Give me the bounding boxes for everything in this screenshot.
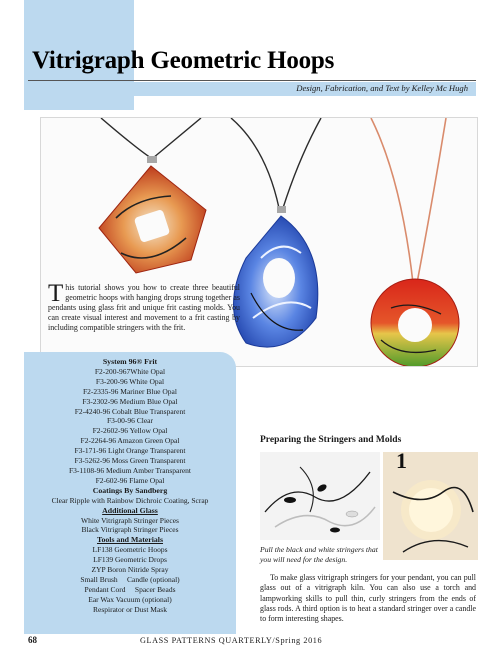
list-item: F2-2264-96 Amazon Green Opal (80, 436, 180, 446)
article-title: Vitrigraph Geometric Hoops (32, 47, 335, 74)
materials-list (24, 357, 236, 615)
byline-bar (28, 82, 476, 96)
title-rule (28, 80, 476, 81)
list-item: F2-2602-96 Yellow Opal (92, 426, 168, 436)
list-item: F3-1108-96 Medium Amber Transparent (68, 465, 191, 475)
frit-heading: System 96® Frit (102, 357, 158, 366)
list-item: Ear Wax Vacuum (optional) (88, 594, 172, 604)
list-item: F3-200-96 White Opal (95, 376, 165, 386)
intro-paragraph (48, 280, 240, 333)
list-item: LF138 Geometric Hoops (92, 545, 168, 555)
section-heading: Preparing the Stringers and Molds (260, 435, 402, 445)
list-item: White Vitrigraph Stringer Pieces (81, 515, 179, 525)
list-item: F2-4240-96 Cobalt Blue Transparent (74, 406, 186, 416)
list-item: LF139 Geometric Drops (93, 555, 167, 565)
byline: Design, Fabrication, and Text by Kelley Mc Hugh (296, 83, 468, 93)
stringers-photo-icon (260, 452, 380, 540)
coatings-heading: Coatings By Sandberg (92, 485, 168, 495)
list-item: Clear Ripple with Rainbow Dichroic Coating, Scrap (51, 495, 209, 505)
list-item: F2-200-967White Opal (94, 366, 166, 376)
list-item: F2-602-96 Flame Opal (95, 475, 165, 485)
list-item: Pendant Cord Spacer Beads (84, 584, 176, 594)
list-item: F3-00-96 Clear (106, 416, 154, 426)
publication-footer: GLASS PATTERNS QUARTERLY/Spring 2016 (140, 636, 323, 645)
page-number: 68 (28, 635, 37, 645)
stringers-photo (260, 452, 380, 540)
photo-caption: Pull the black and white stringers that you will need for the design. (260, 545, 378, 564)
list-item: Respirator or Dust Mask (93, 604, 167, 614)
additional-glass-heading: Additional Glass (102, 505, 158, 515)
step-number: 1 (396, 448, 407, 473)
list-item: F3-171-96 Light Orange Transparent (74, 446, 186, 456)
list-item: F2-2335-96 Mariner Blue Opal (83, 386, 177, 396)
list-item: Black Vitrigraph Stringer Pieces (81, 525, 179, 535)
list-item: Small Brush Candle (optional) (80, 574, 180, 584)
body-paragraph: To make glass vitrigraph stringers for your pendant, you can pull glass out of a vitrigraph kiln. You can also use a torch and lampworking skills to pull thin, curly stringers from the ends of glass rods. A third option is to heat a standard stringer over a candle to form interesting shapes. (260, 573, 476, 624)
list-item: F3-2302-96 Medium Blue Opal (82, 396, 178, 406)
materials-box (24, 352, 236, 634)
tools-heading: Tools and Materials (97, 535, 163, 545)
list-item: F3-5262-96 Moss Green Transparent (74, 456, 186, 466)
intro-text: his tutorial shows you how to create three beautiful geometric hoops with hanging drops strung together as pendants using glass frit and unique frit casting molds. You can create visual interest and movement to a frit casting by including compatible stringers with the frit. (48, 283, 240, 332)
list-item: ZYP Boron Nitride Spray (91, 565, 169, 575)
drop-cap: T (48, 280, 64, 307)
